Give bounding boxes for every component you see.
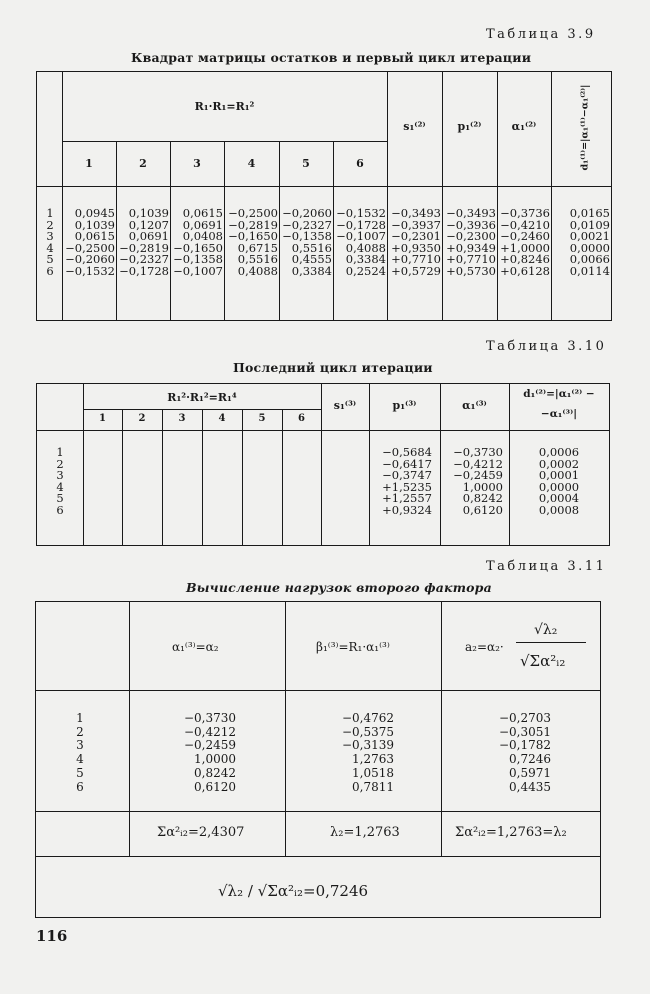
table-3-9-col-header: 2 bbox=[139, 157, 147, 170]
table-3-10-d-header-cont: −α₁⁽³⁾| bbox=[540, 408, 578, 420]
table-3-9-col-header: 5 bbox=[302, 157, 310, 170]
table-3-11-title: Вычисление нагрузок второго фактора bbox=[186, 580, 492, 595]
table-3-9-col-header: 3 bbox=[193, 157, 201, 170]
table-3-9-col-header: 6 bbox=[356, 157, 364, 170]
table-3-10-col-header: 4 bbox=[218, 413, 226, 424]
table-3-11-lambda: λ₂=1,2763 bbox=[330, 825, 400, 840]
table-3-9-s-col: −0,3493 −0,3937 −0,2301 +0,9350 +0,7710 +0,5729 bbox=[391, 206, 441, 278]
table-3-10-alpha-header: α₁⁽³⁾ bbox=[462, 399, 487, 412]
table-3-10-col-header: 3 bbox=[178, 413, 186, 424]
table-3-10-p-header: p₁⁽³⁾ bbox=[392, 399, 417, 412]
table-3-9-d-col: 0,0165 0,0109 0,0021 0,0000 0,0066 0,0114 bbox=[569, 206, 610, 278]
table-3-9-col-header: 1 bbox=[85, 157, 93, 170]
table-3-10-col-header: 6 bbox=[298, 413, 305, 424]
page-number: 116 bbox=[36, 927, 68, 945]
table-3-11-caption: Таблица 3.11 bbox=[486, 559, 607, 574]
table-3-9-group-header: R₁·R₁=R₁² bbox=[194, 100, 255, 113]
table-3-9-alpha-header: α₁⁽²⁾ bbox=[511, 120, 537, 133]
table-3-11-alpha-header: α₁⁽³⁾=α₂ bbox=[172, 640, 219, 654]
table-3-9-row-numbers: 1 2 3 4 5 6 bbox=[46, 206, 54, 278]
table-3-11-sum-a2: Σα²ᵢ₂=1,2763=λ₂ bbox=[455, 825, 567, 840]
table-3-9-col-2: 0,1039 0,1207 0,0691 −0,2819 −0,2327 −0,1728 bbox=[119, 206, 169, 278]
table-3-9-alpha-col: −0,3736 −0,4210 −0,2460 +1,0000 +0,8246 +0,6128 bbox=[500, 206, 550, 278]
table-3-11-beta-col: −0,4762 −0,5375 −0,3139 1,2763 1,0518 0,7811 bbox=[341, 711, 394, 794]
table-3-11-row-numbers: 1 2 3 4 5 6 bbox=[76, 711, 84, 794]
table-3-10-p-col: −0,5684 −0,6417 −0,3747 +1,5235 +1,2557 +0,9324 bbox=[382, 445, 432, 517]
table-3-11-a2-col: −0,2703 −0,3051 −0,1782 0,7246 0,5971 0,4435 bbox=[498, 711, 551, 794]
table-3-10-d-col: 0,0006 0,0002 0,0001 0,0000 0,0004 0,0008 bbox=[538, 445, 580, 517]
table-3-9-p-header: p₁⁽²⁾ bbox=[457, 120, 482, 133]
table-3-9-col-4: −0,2500 −0,2819 −0,1650 0,6715 0,5516 0,4088 bbox=[228, 206, 278, 278]
table-3-9-d-header: d₁⁽¹⁾=|α₁⁽¹⁾−α₁⁽²⁾| bbox=[579, 84, 591, 171]
table-3-9-s-header: s₁⁽²⁾ bbox=[403, 120, 426, 133]
table-3-11-a2-denominator: √Σα²ᵢ₂ bbox=[520, 652, 566, 670]
table-3-9-title: Квадрат матрицы остатков и первый цикл итерации bbox=[131, 50, 532, 65]
table-3-11-a2-numerator: √λ₂ bbox=[534, 622, 558, 638]
table-3-11-a2-formula-left: a₂=α₂· bbox=[465, 640, 504, 654]
table-3-9-col-5: −0,2060 −0,2327 −0,1358 0,5516 0,4555 0,3384 bbox=[282, 206, 332, 278]
table-3-10-group-header: R₁²·R₁²=R₁⁴ bbox=[167, 391, 237, 404]
table-3-9-caption: Таблица 3.9 bbox=[486, 27, 596, 42]
table-3-9-col-1: 0,0945 0,1039 0,0615 −0,2500 −0,2060 −0,1532 bbox=[65, 206, 115, 278]
table-3-9-col-6: −0,1532 −0,1728 −0,1007 0,4088 0,3384 0,2524 bbox=[336, 206, 386, 278]
table-3-11-beta-header: β₁⁽³⁾=R₁·α₁⁽³⁾ bbox=[316, 640, 390, 654]
table-3-10-alpha-col: −0,3730 −0,4212 −0,2459 1,0000 0,8242 0,6120 bbox=[453, 445, 503, 517]
table-3-11-alpha-col: −0,3730 −0,4212 −0,2459 1,0000 0,8242 0,6120 bbox=[183, 711, 236, 794]
table-3-10-caption: Таблица 3.10 bbox=[486, 339, 607, 354]
table-3-11-footer-formula: √λ₂ / √Σα²ᵢ₂=0,7246 bbox=[218, 882, 369, 900]
table-3-10-title: Последний цикл итерации bbox=[233, 360, 433, 375]
table-3-10-row-numbers: 1 2 3 4 5 6 bbox=[56, 445, 64, 517]
table-3-9-p-col: −0,3493 −0,3936 −0,2300 +0,9349 +0,7710 +0,5730 bbox=[446, 206, 496, 278]
table-3-9-col-3: 0,0615 0,0691 0,0408 −0,1650 −0,1358 −0,1007 bbox=[173, 206, 223, 278]
table-3-10-col-header: 5 bbox=[258, 413, 266, 424]
table-3-10-s-header: s₁⁽³⁾ bbox=[333, 399, 357, 412]
table-3-10-d-header: d₁⁽²⁾=|α₁⁽²⁾ − bbox=[523, 388, 595, 400]
table-3-10-col-header: 1 bbox=[99, 413, 106, 424]
table-3-9-col-header: 4 bbox=[247, 157, 256, 170]
table-3-10-col-header: 2 bbox=[138, 413, 146, 424]
table-3-11-sum-alpha: Σα²ᵢ₂=2,4307 bbox=[157, 825, 245, 840]
